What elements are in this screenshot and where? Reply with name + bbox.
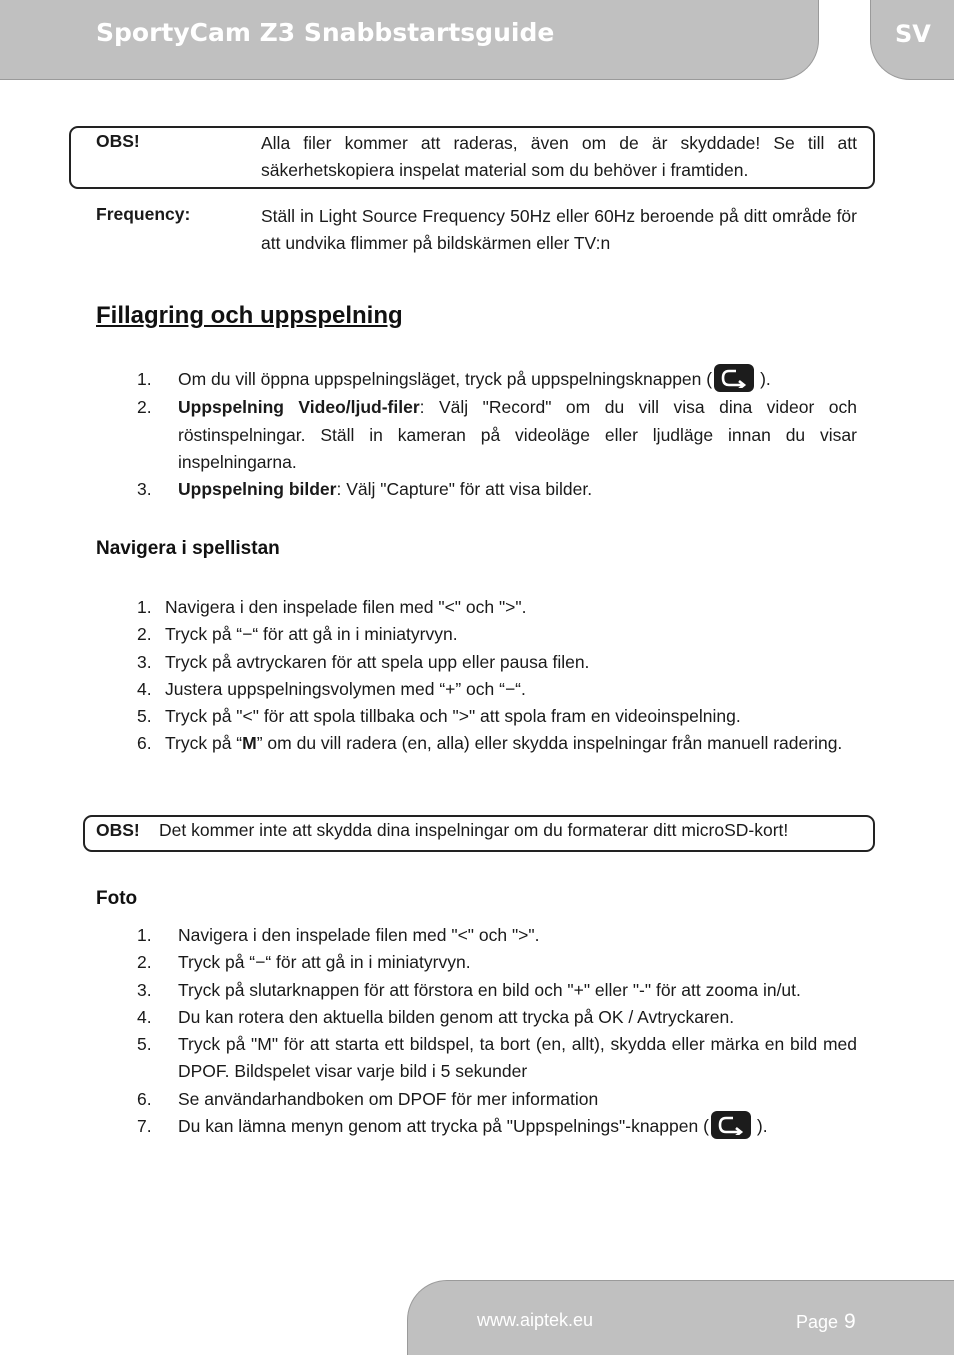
- list-item: [137, 730, 857, 757]
- frequency-label: Frequency:: [96, 204, 191, 224]
- list-text: : Välj "Record" om du vill visa dina videor och röstinspelningar. Ställ in kameran på videoläge eller ljudläge innan du visar inspelningarna.: [178, 397, 857, 472]
- list-text: Du kan lämna menyn genom att trycka på "Uppspelnings"-knappen (: [178, 1116, 709, 1137]
- list-text: Tryck på “: [165, 733, 243, 754]
- obs-warning-text: Det kommer inte att skydda dina inspelningar om du formaterar ditt microSD-kort!: [159, 820, 789, 840]
- foto-heading: Foto: [96, 888, 138, 909]
- navigate-list: [137, 594, 857, 758]
- list-text: Tryck på “−“ för att gå in i miniatyrvyn.: [178, 952, 471, 973]
- list-number: 2.: [137, 397, 152, 418]
- list-text: : Välj "Capture" för att visa bilder.: [336, 479, 593, 500]
- list-number: 5.: [137, 706, 152, 727]
- list-number: 1.: [137, 597, 152, 617]
- list-text: Tryck på avtryckaren för att spela upp eller pausa filen.: [165, 651, 590, 672]
- list-number: 3.: [137, 979, 152, 1000]
- foto-list: [137, 922, 857, 1141]
- list-item: [137, 949, 857, 976]
- list-item: [137, 922, 857, 949]
- list-bold: Uppspelning bilder: [178, 479, 337, 500]
- list-text: Se användarhandboken om DPOF för mer information: [178, 1088, 599, 1109]
- list-text: Justera uppspelningsvolymen med “+” och “−“.: [165, 678, 526, 699]
- list-number: 4.: [137, 678, 152, 699]
- page-label: Page: [796, 1312, 839, 1332]
- list-number: 1.: [137, 925, 152, 945]
- list-text: Du kan rotera den aktuella bilden genom att trycka på OK / Avtryckaren.: [178, 1006, 735, 1027]
- list-number: 6.: [137, 1088, 152, 1109]
- list-text: Tryck på "<" för att spola tillbaka och ">" att spola fram en videoinspelning.: [165, 706, 741, 727]
- playback-button-icon: [714, 364, 754, 392]
- list-item: [137, 594, 857, 621]
- language-label: SV: [895, 20, 931, 48]
- page-number: 9: [844, 1310, 856, 1333]
- frequency-text: Ställ in Light Source Frequency 50Hz eller 60Hz beroende på ditt område för att undvika flimmer på bildskärmen eller TV:n: [261, 206, 857, 253]
- list-item: [137, 394, 857, 476]
- list-bold: Uppspelning Video/ljud-filer: [178, 397, 420, 418]
- list-number: 5.: [137, 1034, 152, 1055]
- obs-note-label: OBS!: [96, 131, 140, 151]
- list-number: 1.: [137, 369, 152, 389]
- navigate-heading: Navigera i spellistan: [96, 538, 280, 559]
- list-text: Navigera i den inspelade filen med "<" och ">".: [165, 597, 527, 617]
- list-text-end: ).: [756, 1116, 768, 1137]
- list-text-end: ).: [760, 369, 771, 389]
- list-number: 6.: [137, 733, 152, 754]
- list-text: Tryck på “−“ för att gå in i miniatyrvyn.: [165, 624, 458, 645]
- list-text: Tryck på slutarknappen för att förstora en bild och "+" eller "-" för att zooma in/ut.: [178, 979, 801, 1000]
- list-number: 2.: [137, 624, 152, 645]
- list-number: 3.: [137, 651, 152, 672]
- list-item: [137, 977, 857, 1004]
- list-item: [137, 1031, 857, 1086]
- list-number: 4.: [137, 1006, 152, 1027]
- list-text: Tryck på "M" för att starta ett bildspel, ta bort (en, allt), skydda eller märka en bild med DPOF. Bildspelet visar varje bild i 5 sekunder: [178, 1034, 857, 1082]
- list-number: 7.: [137, 1116, 152, 1137]
- list-item: [137, 621, 857, 648]
- playback-button-icon: [711, 1111, 751, 1139]
- list-item: [137, 1004, 857, 1031]
- list-number: 3.: [137, 479, 152, 500]
- page-indicator: [796, 1310, 856, 1334]
- list-item: [137, 676, 857, 703]
- list-bold: M: [242, 733, 257, 754]
- obs-warning-label: OBS!: [96, 820, 140, 840]
- list-item: [137, 649, 857, 676]
- document-title: SportyCam Z3 Snabbstartsguide: [96, 18, 555, 47]
- list-item: [137, 1086, 857, 1113]
- list-text: Om du vill öppna uppspelningsläget, tryck på uppspelningsknappen (: [178, 369, 713, 389]
- obs-note-text: Alla filer kommer att raderas, även om de är skyddade! Se till att säkerhetskopiera inspelat material som du behöver i framtiden.: [261, 133, 857, 180]
- section-title: Fillagring och uppspelning: [96, 302, 403, 329]
- list-text: Navigera i den inspelade filen med "<" och ">".: [178, 925, 540, 945]
- footer-url: www.aiptek.eu: [477, 1310, 594, 1330]
- list-text-end: ” om du vill radera (en, alla) eller skydda inspelningar från manuell radering.: [256, 733, 843, 754]
- list-item: [137, 366, 857, 394]
- list-number: 2.: [137, 952, 152, 973]
- list-item: [137, 476, 857, 503]
- list-item: [137, 1113, 857, 1141]
- list-item: [137, 703, 857, 730]
- playback-list: [137, 366, 857, 504]
